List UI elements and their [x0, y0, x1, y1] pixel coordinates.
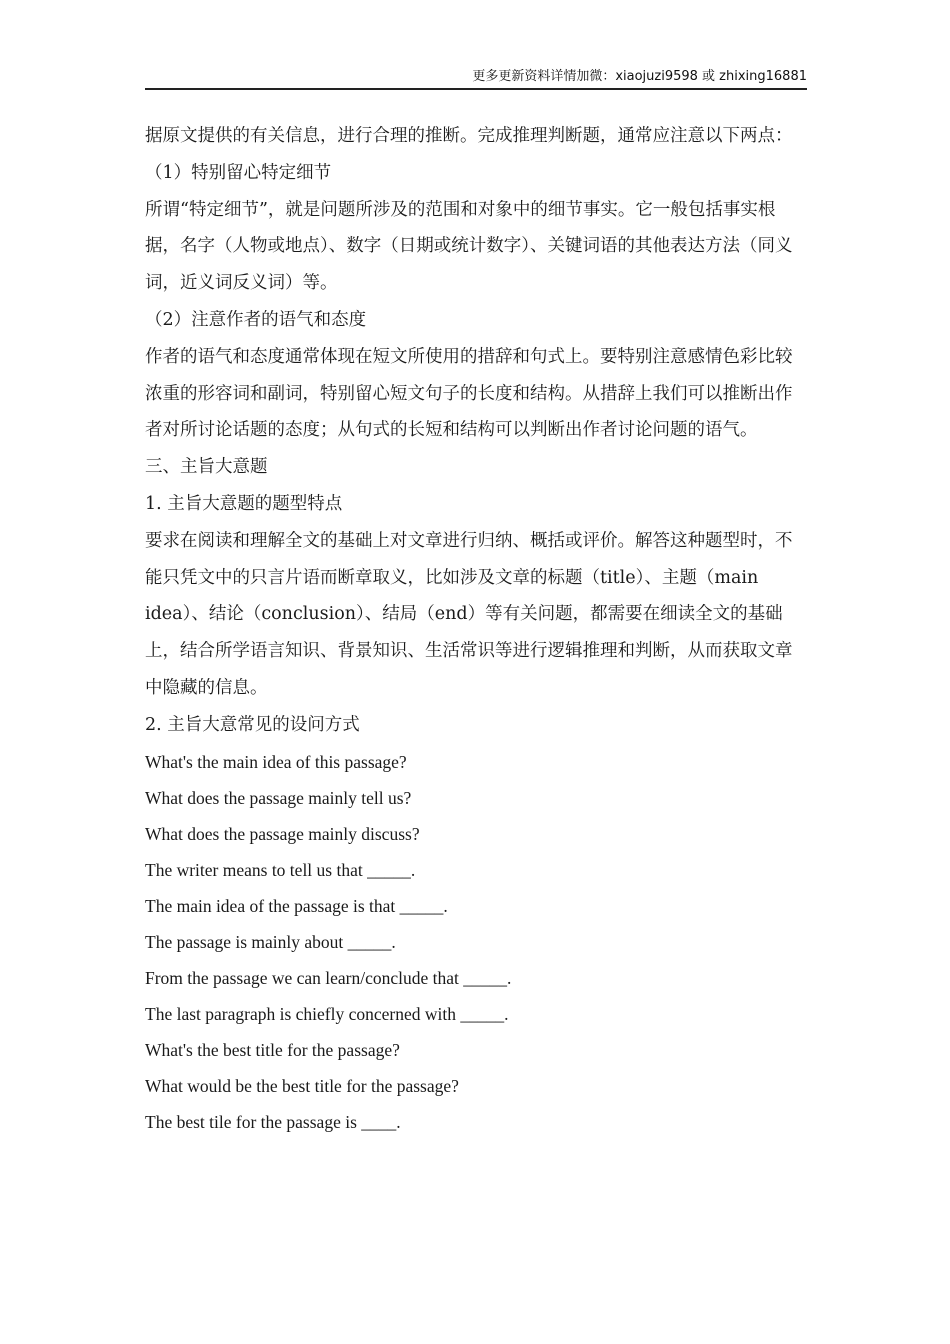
list-item: From the passage we can learn/conclude that _____.: [145, 967, 512, 988]
list-item: The passage is mainly about _____.: [145, 931, 396, 952]
subheading-question-features: 1. 主旨大意题的题型特点: [145, 493, 343, 514]
paragraph-tone-attitude: 作者的语气和态度通常体现在短文所使用的措辞和句式上。要特别注意感情色彩比较浓重的形容词和副词，特别留心短文句子的长度和结构。从措辞上我们可以推断出作者对所讨论话题的态度；从句式的长短和结构可以判断出作者讨论问题的语气。: [145, 346, 793, 441]
list-item: What's the main idea of this passage?: [145, 751, 407, 772]
list-item: The last paragraph is chiefly concerned with _____.: [145, 1003, 509, 1024]
paragraph-inference-intro: 据原文提供的有关信息，进行合理的推断。完成推理判断题，通常应注意以下两点：: [145, 126, 793, 146]
question-list: [145, 744, 807, 1140]
section-heading-main-idea: 三、主旨大意题: [145, 457, 268, 478]
list-item: The best tile for the passage is ____.: [145, 1111, 401, 1132]
subheading-tone-attitude: （2）注意作者的语气和态度: [145, 309, 367, 330]
list-item: The writer means to tell us that _____.: [145, 859, 416, 880]
paragraph-question-features: 要求在阅读和理解全文的基础上对文章进行归纳、概括或评价。解答这种题型时，不能只凭文中的只言片语而断章取义，比如涉及文章的标题（title）、主题（main idea）、结论（conclusion）、结局（end）等有关问题，都需要在细读全文的基础上，结合所学语言知识、背景知识、生活常识等进行逻辑推理和判断，从而获取文章中隐藏的信息。: [145, 530, 793, 698]
subheading-question-forms: 2. 主旨大意常见的设问方式: [145, 714, 360, 735]
list-item: What does the passage mainly tell us?: [145, 787, 412, 808]
page-header: 更多更新资料详情加微：xiaojuzi9598 或 zhixing16881: [145, 66, 807, 90]
document-body: [145, 118, 807, 1140]
paragraph-specific-details: 所谓“特定细节”，就是问题所涉及的范围和对象中的细节事实。它一般包括事实根据，名字（人物或地点）、数字（日期或统计数字）、关键词语的其他表达方法（同义词，近义词反义词）等。: [145, 199, 793, 294]
list-item: What's the best title for the passage?: [145, 1039, 400, 1060]
subheading-specific-details: （1）特别留心特定细节: [145, 162, 332, 183]
list-item: What does the passage mainly discuss?: [145, 823, 420, 844]
list-item: What would be the best title for the passage?: [145, 1075, 459, 1096]
list-item: The main idea of the passage is that _____.: [145, 895, 448, 916]
